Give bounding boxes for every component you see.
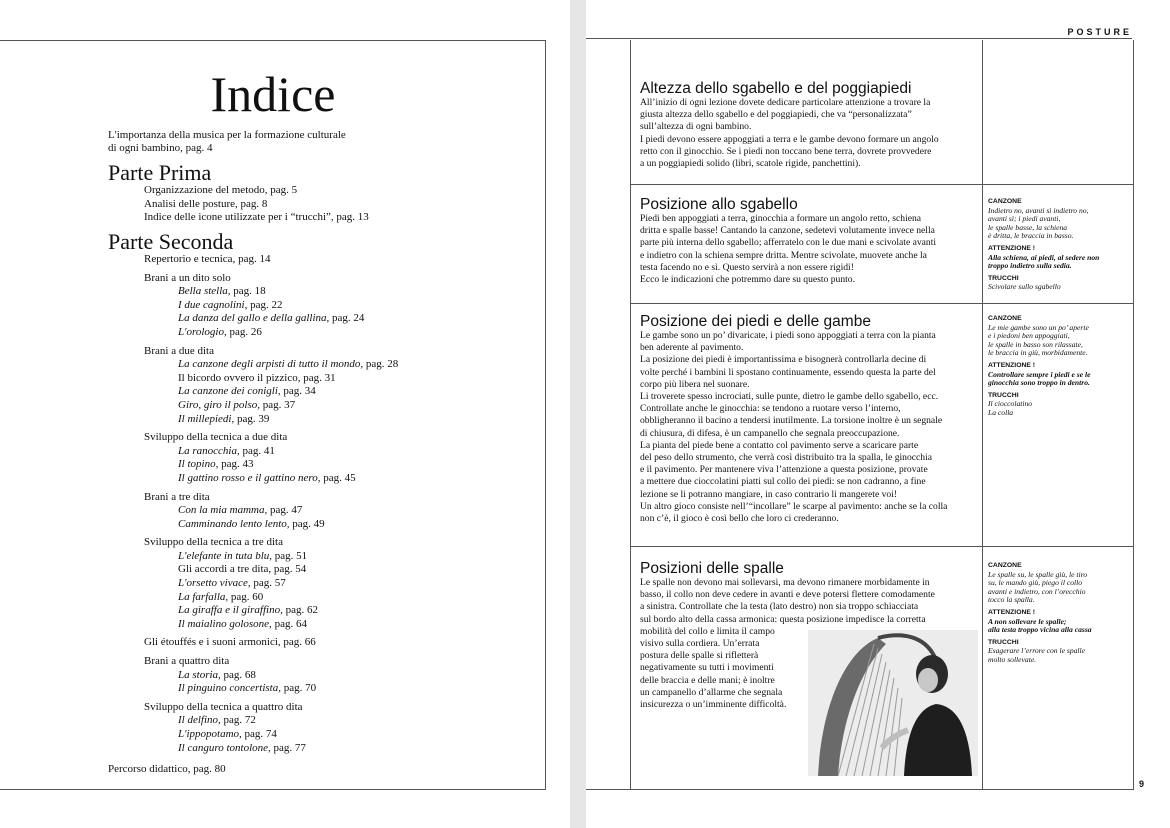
toc-section <box>108 491 538 505</box>
toc-entry-title: I due cagnolini, <box>178 298 248 311</box>
toc-entry <box>108 550 538 564</box>
body-line: non c’è, il gioco è così bello che loro ci crederanno. <box>640 513 839 525</box>
toc-entry-title: L'elefante in tuta blu, <box>178 549 273 562</box>
intro-line: L'importanza della musica per la formazione culturale <box>108 129 346 141</box>
toc-entry <box>108 445 538 459</box>
toc-entry <box>108 385 538 399</box>
toc-entry-title: La storia, <box>178 668 221 681</box>
harpist-photo <box>808 630 978 776</box>
note-text: ginocchia sono troppo in dentro. <box>988 378 1090 388</box>
toc-entry-text: pag. 51 <box>272 549 308 562</box>
toc-entry-title: La farfalla, <box>178 590 229 603</box>
toc-entry-text: pag. 45 <box>320 471 356 484</box>
section-stool-position <box>640 196 974 286</box>
note-text: Il cioccolatino <box>988 399 1033 409</box>
toc-entry: Analisi delle posture, pag. 8 <box>144 197 268 210</box>
body-line: Le spalle non devono mai sollevarsi, ma devono rimanere morbidamente in <box>640 577 930 588</box>
body-line: postura delle spalle si rifletterà <box>640 650 759 662</box>
section-title: Posizione allo sgabello <box>640 196 798 213</box>
toc-entry <box>108 372 538 386</box>
toc-entry-text: pag. 47 <box>267 504 303 517</box>
note-text: Le mie gambe sono un po’ aperte <box>988 322 1089 332</box>
toc-section <box>108 345 538 359</box>
toc-section <box>108 701 538 715</box>
section-title: Altezza dello sgabello e del poggiapiedi <box>640 80 912 97</box>
toc-entry-text: pag. 64 <box>271 617 307 630</box>
left-page <box>0 0 570 828</box>
page-number: 9 <box>1138 779 1144 789</box>
toc-entry-title: Il millepiedi, <box>178 412 235 425</box>
toc-entry-text: pag. 34 <box>280 385 316 398</box>
body-line: giusta altezza dello sgabello e del poggiapiedi, che va “personalizzata” <box>640 109 912 121</box>
section-feet-legs <box>640 313 974 525</box>
toc-entry-title: Il pinguino concertista, <box>178 682 281 695</box>
toc-entry-title: Il maialino golosone, <box>178 617 272 630</box>
body-line: delle braccia e delle mani; è inoltre <box>640 674 775 686</box>
toc-entry-text: pag. 70 <box>280 682 317 695</box>
body-line: Piedi ben appoggiati a terra, ginocchia a formare un angolo retto, schiena <box>640 213 922 224</box>
toc-entry-title: L'orsetto vivace, <box>178 577 251 590</box>
note-text: La colla <box>988 407 1014 417</box>
toc-entry-text: pag. 22 <box>247 298 283 311</box>
body-line: corpo più libera nel suonare. <box>640 378 750 390</box>
note-text: avanti sì; i piedi avanti, <box>988 214 1061 224</box>
part2-list <box>108 253 538 755</box>
note-text: molto sollevate. <box>988 654 1037 664</box>
body-line: I piedi devono essere appoggiati a terra e le gambe devono formare un angolo <box>640 133 939 145</box>
running-head: POSTURE <box>1067 27 1132 37</box>
toc-entry-title: Bella stella, <box>178 285 231 298</box>
body-line: insicurezza o un’imminente difficoltà. <box>640 699 787 711</box>
body-line: a sinistra. Controllate che la testa (lato destro) non sia troppo schiacciata <box>640 601 919 613</box>
note-text: alla testa troppo vicina alla cassa <box>988 625 1092 635</box>
section-body <box>640 330 974 525</box>
body-line: a mettere due cioccolatini piatti sul collo dei piedi: se non cadranno, a fine <box>640 476 926 488</box>
toc-entry-text: Sviluppo della tecnica a due dita <box>144 431 288 444</box>
body-line: volte perché i bambini li spostano continuamente, essendo questa la parte del <box>640 366 936 378</box>
sidebar-notes <box>988 194 1130 292</box>
body-line: del peso dello strumento, che verrà così distribuito tra la spalla, le ginocchia <box>640 452 932 464</box>
note-text: le braccia in giù, morbidamente. <box>988 348 1088 358</box>
toc-entry <box>108 312 538 326</box>
toc-entry-text: Gli étouffés e i suoni armonici, pag. 66 <box>144 636 316 649</box>
final-entry: Percorso didattico, pag. 80 <box>108 763 226 775</box>
toc-entry-title: Il gattino rosso e il gattino nero, <box>178 471 321 484</box>
toc-entry-text: Sviluppo della tecnica a tre dita <box>144 536 283 549</box>
toc-entry-text: pag. 18 <box>230 285 266 298</box>
section-title: Posizioni delle spalle <box>640 560 784 577</box>
note-text: le spalle basse, la schiena <box>988 222 1068 232</box>
toc-entry-text: pag. 49 <box>289 517 325 530</box>
section-body <box>640 97 974 170</box>
body-line: a un poggiapiedi solido (libri, scatole rigide, panchettini). <box>640 158 861 170</box>
body-line: Controllate anche le ginocchia: se tendono a ruotare verso l’interno, <box>640 403 901 415</box>
toc-entry-text: Il bicordo ovvero il pizzico, pag. 31 <box>178 371 336 384</box>
note-label: TRUCCHI <box>988 638 1019 646</box>
toc-entry <box>108 618 538 632</box>
toc-entry-title: Camminando lento lento, <box>178 517 290 530</box>
body-line: Li troverete spesso incrociati, sulle punte, dietro le gambe dello sgabello, ecc. <box>640 391 939 403</box>
toc-entry <box>108 742 538 756</box>
body-line: sul bordo alto della cassa armonica: questa posizione impedisce la corretta <box>640 613 926 625</box>
note-text: Controllare sempre i piedi e se le <box>988 369 1091 379</box>
intro-line: di ogni bambino, pag. 4 <box>108 142 213 154</box>
toc-entry-text: pag. 68 <box>220 668 256 681</box>
column-rule <box>630 40 631 789</box>
note-label: ATTENZIONE ! <box>988 244 1036 252</box>
note-text: è dritta, le braccia in basso. <box>988 231 1074 241</box>
note-text: tocco la spalla. <box>988 595 1035 605</box>
note-text: avanti e indietro, con l’orecchio <box>988 586 1086 596</box>
body-line: basso, il collo non deve cedere in avanti e deve potersi flettere comodamente <box>640 589 935 601</box>
toc-entry-text: pag. 43 <box>218 458 254 471</box>
section-title: Posizione dei piedi e delle gambe <box>640 313 871 330</box>
body-line: obbligheranno il bacino a tendersi inutilmente. La torsione inoltre è un segnale <box>640 415 943 427</box>
body-line: All’inizio di ogni lezione dovete dedicare particolare attenzione a trovare la <box>640 97 931 108</box>
harp-player-image <box>808 630 978 776</box>
row-rule <box>630 546 1133 547</box>
toc-entry <box>108 728 538 742</box>
toc-entry-text: pag. 57 <box>250 577 286 590</box>
toc-entry <box>108 472 538 486</box>
body-line: La posizione dei piedi è importantissima e bisognerà controllarla decine di <box>640 354 927 366</box>
toc-entry-text: pag. 77 <box>270 741 306 754</box>
body-line: ben aderente al pavimento. <box>640 342 744 354</box>
toc-entry-text: pag. 60 <box>228 590 264 603</box>
note-label: ATTENZIONE ! <box>988 608 1036 616</box>
row-rule <box>630 303 1133 304</box>
body-line: lezione se li potranno mangiare, in caso contrario li mangerete voi! <box>640 488 898 500</box>
toc-entry-title: La danza del gallo e della gallina, <box>178 312 330 325</box>
toc-section <box>108 636 538 650</box>
toc-entry-text: Repertorio e tecnica, pag. 14 <box>144 253 271 265</box>
note-text: le spalle in basso son rilassate, <box>988 339 1083 349</box>
note-label: CANZONE <box>988 198 1022 205</box>
toc-entry <box>108 285 538 299</box>
toc-section <box>108 536 538 550</box>
toc-entry <box>108 458 538 472</box>
sidebar-notes <box>988 311 1130 418</box>
section-body <box>640 577 974 626</box>
body-line: di chiusura, di difesa, è un campanello che segnala preoccupazione. <box>640 427 900 439</box>
toc-entry <box>108 604 538 618</box>
body-line: Un altro gioco consiste nell’“incollare” le scarpe al pavimento: anche se la colla <box>640 500 948 512</box>
note-label: TRUCCHI <box>988 274 1019 282</box>
toc-entry-text: pag. 41 <box>239 444 275 457</box>
body-line: Ecco le indicazioni che potremmo dare su questo punto. <box>640 274 855 286</box>
toc-entry-title: Giro, giro il polso, <box>178 398 261 411</box>
toc-entry-text: pag. 72 <box>220 714 256 727</box>
note-label: CANZONE <box>988 315 1022 322</box>
body-line: testa facendo no e sì. Questo servirà a non essere rigidi! <box>640 261 854 273</box>
index-intro <box>108 129 528 155</box>
body-line: retto con il ginocchio. Se i piedi non toccano bene terra, dovrete provvedere <box>640 145 932 157</box>
body-line: e il pavimento. Per mantenere viva l’attenzione a questa posizione, provate <box>640 464 928 476</box>
toc-entry-text: Sviluppo della tecnica a quattro dita <box>144 700 303 713</box>
toc-entry <box>108 669 538 683</box>
toc-section <box>108 272 538 286</box>
toc-entry <box>108 563 538 577</box>
toc-entry <box>108 413 538 427</box>
body-line: un campanello d’allarme che segnala <box>640 686 783 698</box>
toc-entry-title: Il delfino, <box>178 714 221 727</box>
note-label: ATTENZIONE ! <box>988 361 1036 369</box>
note-text: e i piedoni ben appoggiati, <box>988 331 1070 341</box>
body-line: visivo sulla cordiera. Un’errata <box>640 638 760 650</box>
toc-entry-text: pag. 39 <box>234 412 270 425</box>
toc-entry-text: Brani a due dita <box>144 344 214 357</box>
toc-entry <box>108 358 538 372</box>
toc-entry-text: pag. 74 <box>241 728 277 740</box>
toc-entry-text: pag. 28 <box>363 358 399 371</box>
right-page <box>586 0 1170 828</box>
toc-entry-text: pag. 26 <box>226 325 262 338</box>
toc-entry <box>108 682 538 696</box>
sidebar-notes <box>988 558 1130 665</box>
toc-entry <box>108 714 538 728</box>
body-line: parte più interna dello sgabello; afferratelo con le due mani e scivolate avanti <box>640 237 937 249</box>
toc-entry <box>108 518 538 532</box>
gutter <box>570 0 586 828</box>
toc-entry-title: La canzone dei conigli, <box>178 385 281 398</box>
toc-entry-title: La canzone degli arpisti di tutto il mondo, <box>178 358 364 371</box>
body-line: Le gambe sono un po’ divaricate, i piedi sono appoggiati a terra con la pianta <box>640 330 936 341</box>
toc-entry <box>108 299 538 313</box>
note-text: A non sollevare le spalle; <box>988 616 1067 626</box>
toc-section <box>108 253 538 267</box>
toc-entry <box>108 577 538 591</box>
note-text: Indietro no, avanti sì indietro no, <box>988 205 1089 215</box>
note-text: Le spalle su, le spalle giù, le tiro <box>988 569 1088 579</box>
toc-entry-title: La ranocchia, <box>178 444 240 457</box>
section-body <box>640 213 974 286</box>
toc-entry-text: pag. 37 <box>260 398 296 411</box>
note-text: troppo indietro sulla sedia. <box>988 261 1072 271</box>
note-text: Alla schiena, ai piedi, al sedere non <box>988 252 1100 262</box>
toc-entry <box>108 504 538 518</box>
index-title: Indice <box>210 66 336 122</box>
toc-section <box>108 655 538 669</box>
toc-entry-title: Con la mia mamma, <box>178 504 268 517</box>
toc-entry-text: Brani a tre dita <box>144 490 210 503</box>
toc-entry-title: L'ippopotamo, <box>178 728 242 740</box>
body-line: e indietro con la schiena sempre dritta. Mentre scivolate, muovete anche la <box>640 249 927 261</box>
note-label: TRUCCHI <box>988 391 1019 399</box>
body-line: sull’altezza di ogni bambino. <box>640 121 752 133</box>
body-line: mobilità del collo e limita il campo <box>640 625 775 637</box>
toc-entry-title: L'orologio, <box>178 325 227 338</box>
note-label: CANZONE <box>988 562 1022 569</box>
part1-list <box>108 184 538 225</box>
body-line: negativamente su tutti i movimenti <box>640 662 774 674</box>
column-rule <box>982 40 983 789</box>
row-rule <box>630 184 1133 185</box>
part2-heading: Parte Seconda <box>108 229 234 254</box>
toc-section <box>108 431 538 445</box>
toc-entry-title: Il canguro tontolone, <box>178 741 271 754</box>
toc-entry-title: La giraffa e il giraffino, <box>178 604 283 617</box>
note-text: su, le mando giù, piego il collo <box>988 578 1083 588</box>
toc-entry-text: Gli accordi a tre dita, pag. 54 <box>178 563 307 576</box>
toc-entry <box>108 326 538 340</box>
note-text: Esagerare l’errore con le spalle <box>988 646 1086 656</box>
body-line: dritta e spalle basse! Cantando la canzone, sedetevi volutamente invece nella <box>640 225 935 237</box>
toc-entry-title: Il topino, <box>178 458 219 471</box>
toc-entry: Indice delle icone utilizzate per i “trucchi”, pag. 13 <box>144 211 369 224</box>
body-line: La pianta del piede bene a contatto col pavimento serve a scaricare parte <box>640 439 919 451</box>
part1-heading: Parte Prima <box>108 160 212 185</box>
toc-entry-text: Brani a un dito solo <box>144 271 231 284</box>
note-text: Scivolare sullo sgabello <box>988 282 1061 292</box>
toc-entry <box>108 591 538 605</box>
toc-entry-text: pag. 24 <box>329 312 365 325</box>
toc-entry-text: Brani a quattro dita <box>144 655 230 668</box>
section-stool-height <box>640 80 974 170</box>
toc-entry-text: pag. 62 <box>282 604 318 617</box>
toc-entry <box>108 399 538 413</box>
toc-entry: Organizzazione del metodo, pag. 5 <box>144 184 298 196</box>
header-rule <box>586 38 1132 39</box>
